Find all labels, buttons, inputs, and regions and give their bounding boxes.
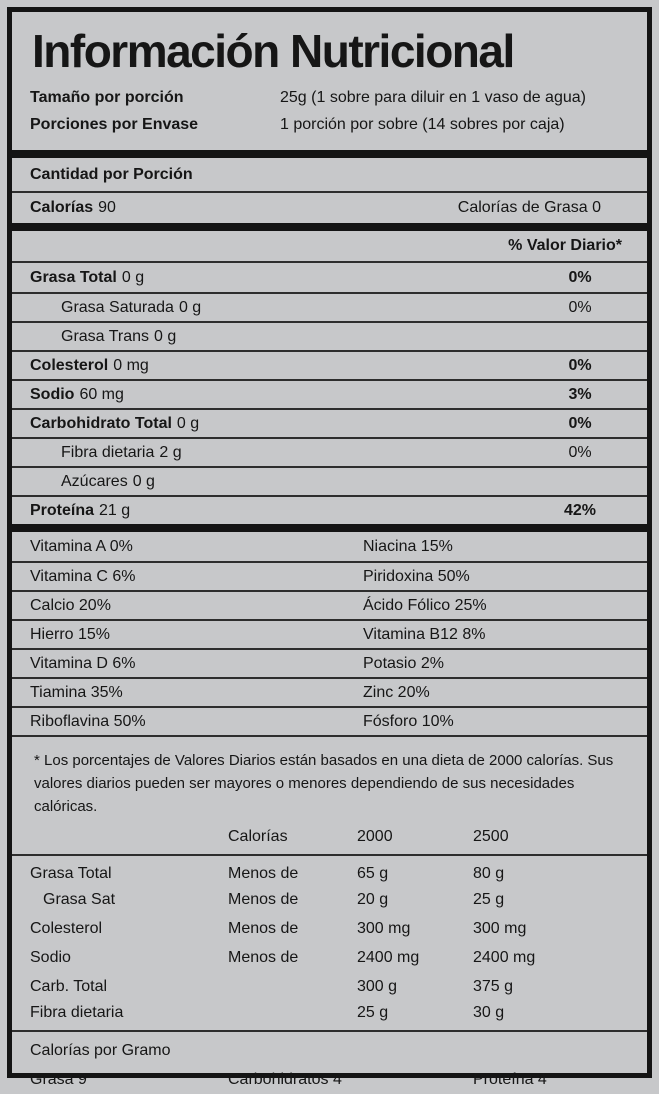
ref-row-grasa-total bbox=[12, 856, 647, 885]
vitamin-row bbox=[12, 677, 647, 706]
calories-per-gram-values-row bbox=[12, 1065, 647, 1094]
nutrient-dv: 3% bbox=[568, 385, 592, 403]
nutrient-dv: 0% bbox=[568, 268, 592, 286]
reference-table-header bbox=[12, 818, 647, 854]
ref-header-2500: 2500 bbox=[473, 828, 509, 845]
calories-from-fat-value: 0 bbox=[592, 199, 601, 216]
daily-value-header: % Valor Diario* bbox=[508, 237, 622, 254]
nutrient-name: Grasa Total bbox=[30, 268, 117, 286]
servings-per-container-row bbox=[30, 111, 629, 138]
section-divider-bar bbox=[12, 524, 647, 532]
nutrient-amount: 0 g bbox=[132, 472, 155, 490]
nutrient-amount: 2 g bbox=[159, 443, 182, 461]
calories-per-gram-section bbox=[12, 1032, 647, 1094]
vitamin-row bbox=[12, 648, 647, 677]
amount-per-serving-header: Cantidad por Porción bbox=[30, 165, 193, 183]
vitamin-left: Vitamina A 0% bbox=[30, 537, 133, 555]
nutrient-row-carbohidrato-total bbox=[12, 408, 647, 437]
ref-2500-value: 30 g bbox=[473, 1003, 505, 1021]
ref-2000-value: 2400 mg bbox=[357, 948, 420, 966]
calories-row bbox=[12, 193, 647, 223]
serving-size-row bbox=[30, 84, 629, 111]
nutrient-row-fibra-dietaria bbox=[12, 437, 647, 466]
nutrient-amount: 21 g bbox=[99, 501, 131, 519]
ref-name: Carb. Total bbox=[30, 977, 108, 995]
nutrient-dv: 0% bbox=[568, 443, 592, 461]
vitamin-row bbox=[12, 619, 647, 648]
ref-2500-value: 300 mg bbox=[473, 919, 527, 937]
nutrient-amount: 0 mg bbox=[113, 356, 149, 374]
nutrient-row-grasa-saturada bbox=[12, 292, 647, 321]
vitamin-right: Vitamina B12 8% bbox=[363, 625, 486, 643]
ref-qualifier: Menos de bbox=[228, 890, 299, 908]
nutrient-name: Grasa Saturada bbox=[61, 298, 174, 316]
vitamin-left: Hierro 15% bbox=[30, 625, 111, 643]
cpg-carbohidratos: Carbohidratos 4 bbox=[228, 1070, 342, 1088]
nutrient-dv: 0% bbox=[568, 356, 592, 374]
nutrient-amount: 0 g bbox=[154, 327, 177, 345]
nutrient-name: Azúcares bbox=[61, 472, 128, 490]
ref-name: Fibra dietaria bbox=[30, 1003, 124, 1021]
cpg-grasa: Grasa 9 bbox=[30, 1070, 87, 1088]
vitamin-right: Potasio 2% bbox=[363, 654, 444, 672]
section-divider-bar bbox=[12, 223, 647, 231]
vitamin-left: Tiamina 35% bbox=[30, 683, 123, 701]
servings-per-container-value: 1 porción por sobre (14 sobres por caja) bbox=[280, 116, 565, 133]
cpg-proteina: Proteína 4 bbox=[473, 1070, 547, 1088]
nutrient-name: Grasa Trans bbox=[61, 327, 150, 345]
ref-row-fibra-dietaria bbox=[12, 1001, 647, 1030]
nutrient-row-azucares bbox=[12, 466, 647, 495]
footnote-section bbox=[12, 737, 647, 818]
ref-2500-value: 2400 mg bbox=[473, 948, 536, 966]
ref-qualifier: Menos de bbox=[228, 919, 299, 937]
ref-2000-value: 300 mg bbox=[357, 919, 411, 937]
ref-name: Grasa Sat bbox=[43, 890, 116, 908]
vitamin-right: Piridoxina 50% bbox=[363, 567, 470, 585]
nutrient-dv: 0% bbox=[568, 298, 592, 316]
nutrient-dv: 0% bbox=[568, 414, 592, 432]
calories-per-gram-header: Calorías por Gramo bbox=[30, 1041, 171, 1059]
serving-size-label: Tamaño por porción bbox=[30, 89, 184, 106]
label-title: Información Nutricional bbox=[32, 25, 514, 77]
calories-from-fat bbox=[458, 199, 601, 217]
ref-2500-value: 25 g bbox=[473, 890, 505, 908]
daily-values-footnote: * Los porcentajes de Valores Diarios están basados en una dieta de 2000 calorías. Sus valores diarios pueden ser mayores o menores dependiendo de sus necesidades calóricas. bbox=[34, 752, 614, 815]
vitamin-left: Vitamina C 6% bbox=[30, 567, 136, 585]
vitamin-left: Vitamina D 6% bbox=[30, 654, 136, 672]
nutrient-amount: 0 g bbox=[176, 414, 200, 432]
vitamin-row bbox=[12, 706, 647, 735]
servings-per-container-label: Porciones por Envase bbox=[30, 116, 199, 133]
vitamin-row bbox=[12, 590, 647, 619]
vitamin-row bbox=[12, 532, 647, 561]
nutrient-dv: 42% bbox=[563, 501, 597, 519]
ref-header-calorias: Calorías bbox=[228, 828, 288, 845]
calories-value: 90 bbox=[98, 199, 116, 216]
ref-2000-value: 20 g bbox=[357, 890, 389, 908]
vitamin-left: Riboflavina 50% bbox=[30, 712, 146, 730]
nutrient-amount: 60 mg bbox=[79, 385, 124, 403]
ref-row-carb-total bbox=[12, 972, 647, 1001]
nutrient-name: Sodio bbox=[30, 385, 75, 403]
vitamin-right: Fósforo 10% bbox=[363, 712, 454, 730]
calories-per-gram-header-row bbox=[12, 1036, 647, 1065]
ref-2000-value: 300 g bbox=[357, 977, 398, 995]
ref-2000-value: 25 g bbox=[357, 1003, 389, 1021]
ref-2500-value: 80 g bbox=[473, 864, 505, 882]
nutrition-facts-label bbox=[7, 7, 652, 1088]
nutrient-name: Proteína bbox=[30, 501, 95, 519]
ref-2500-value: 375 g bbox=[473, 977, 514, 995]
nutrient-name: Colesterol bbox=[30, 356, 109, 374]
nutrient-row-grasa-trans bbox=[12, 321, 647, 350]
ref-name: Sodio bbox=[30, 948, 71, 966]
serving-size-value: 25g (1 sobre para diluir en 1 vaso de agua) bbox=[280, 89, 586, 106]
serving-info-section bbox=[12, 82, 647, 150]
ref-header-2000: 2000 bbox=[357, 828, 393, 845]
ref-row-sodio bbox=[12, 943, 647, 972]
nutrient-row-grasa-total bbox=[12, 263, 647, 292]
calories-label: Calorías bbox=[30, 199, 94, 216]
ref-row-colesterol bbox=[12, 914, 647, 943]
nutrient-row-proteina bbox=[12, 495, 647, 524]
vitamin-row bbox=[12, 561, 647, 590]
nutrient-name: Carbohidrato Total bbox=[30, 414, 172, 432]
nutrient-amount: 0 g bbox=[121, 268, 145, 286]
calories-from-fat-label: Calorías de Grasa bbox=[457, 199, 588, 216]
vitamin-right: Zinc 20% bbox=[363, 683, 430, 701]
nutrient-name: Fibra dietaria bbox=[61, 443, 155, 461]
ref-name: Colesterol bbox=[30, 919, 103, 937]
section-divider-bar bbox=[12, 150, 647, 158]
ref-qualifier: Menos de bbox=[228, 864, 299, 882]
vitamin-right: Niacina 15% bbox=[363, 537, 453, 555]
ref-name: Grasa Total bbox=[30, 864, 112, 882]
vitamin-right: Ácido Fólico 25% bbox=[363, 596, 487, 614]
ref-2000-value: 65 g bbox=[357, 864, 389, 882]
ref-row-grasa-sat bbox=[12, 885, 647, 914]
nutrient-row-sodio bbox=[12, 379, 647, 408]
nutrient-amount: 0 g bbox=[178, 298, 202, 316]
ref-qualifier: Menos de bbox=[228, 948, 299, 966]
nutrient-row-colesterol bbox=[12, 350, 647, 379]
vitamin-left: Calcio 20% bbox=[30, 596, 111, 614]
